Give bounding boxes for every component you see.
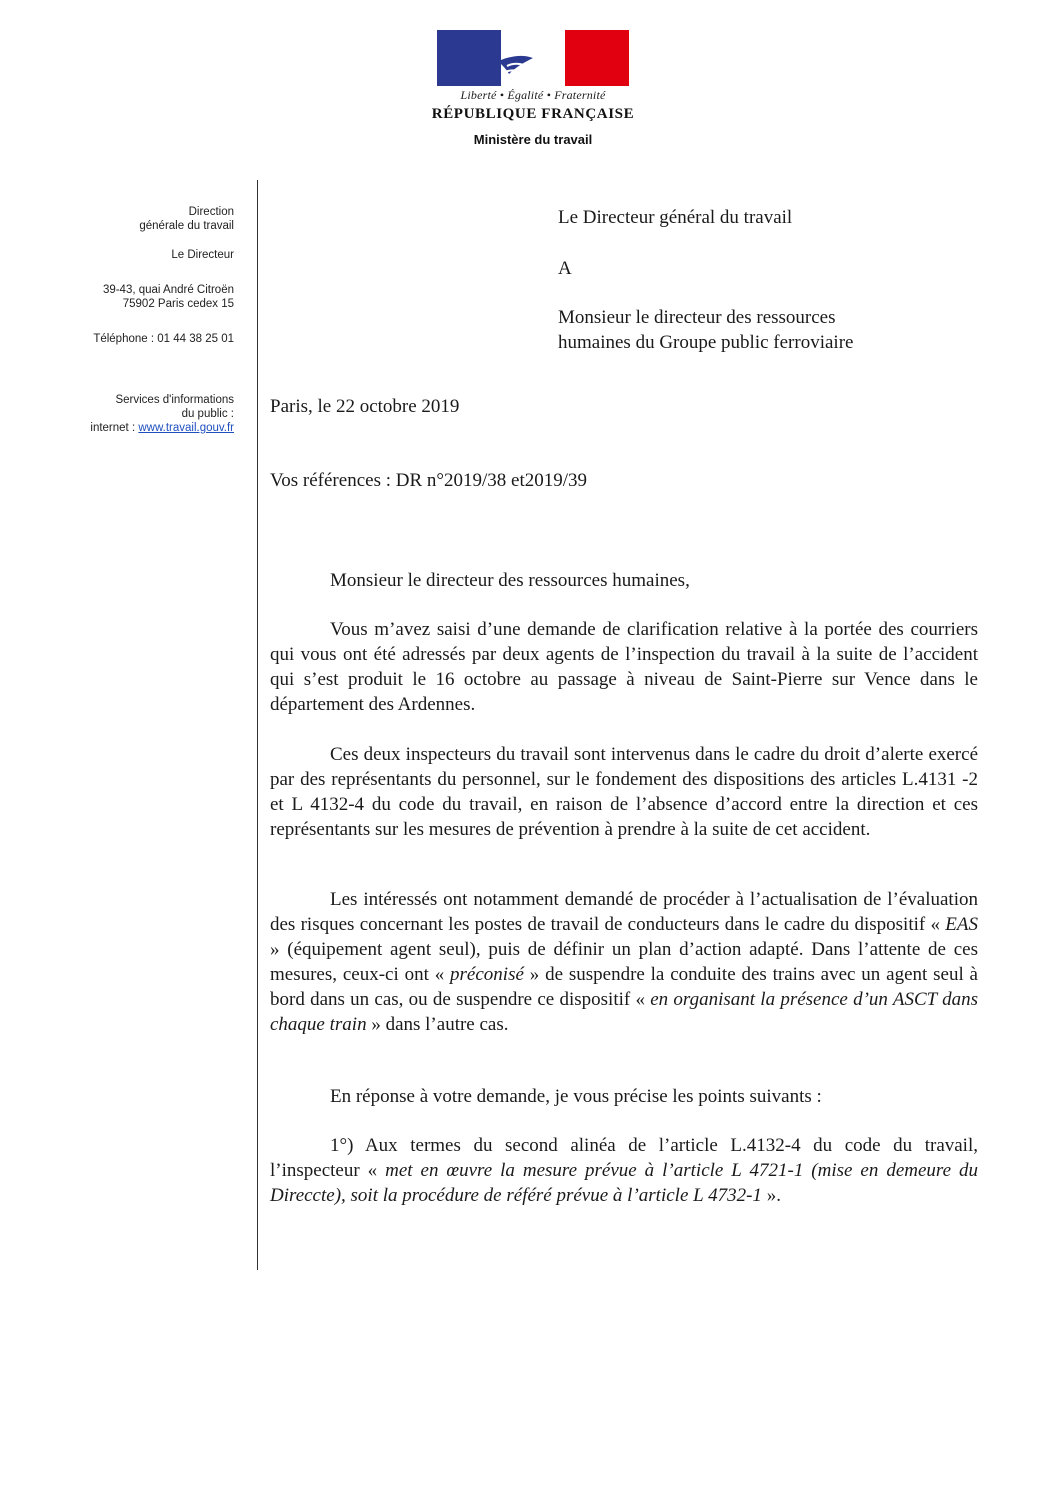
sidebar-address-line2: 75902 Paris cedex 15 — [122, 298, 234, 310]
sidebar-services-line1: Services d'informations — [115, 394, 234, 406]
letter-references: Vos références : DR n°2019/38 et2019/39 — [270, 470, 587, 491]
paragraph-3-part-b: » (équipement agent seul), puis de définir un plan d’action adapté. Dans l’attente de ces mesures, ceux-ci ont « — [270, 939, 978, 985]
asct-quote: en organisant la présence d’un ASCT dans chaque train — [270, 989, 978, 1035]
republic-motto: Liberté • Égalité • Fraternité — [460, 88, 606, 102]
sidebar-direction — [139, 205, 234, 233]
paragraph-3-part-a: Les intéressés ont notamment demandé de procéder à l’actualisation de l’évaluation des risques concernant les postes de travail de conducteurs dans le cadre du dispositif « — [270, 889, 978, 935]
flag-red-band — [565, 30, 629, 86]
paragraph-5 — [270, 1133, 978, 1208]
marianne-logo — [437, 30, 629, 86]
sidebar-internet — [90, 421, 234, 435]
vertical-divider — [257, 180, 258, 1270]
recipient-name — [558, 305, 978, 355]
sidebar-direction-line2: générale du travail — [139, 220, 234, 232]
sidebar-services-line2: du public : — [181, 408, 234, 420]
sidebar-address — [103, 283, 234, 311]
eas-term: EAS — [945, 914, 978, 935]
sidebar-services — [90, 393, 234, 435]
paragraph-3-part-d: » dans l’autre cas. — [366, 1014, 509, 1035]
internet-label: internet : — [90, 422, 139, 434]
salutation: Monsieur le directeur des ressources humaines, — [330, 570, 690, 591]
paragraph-4: En réponse à votre demande, je vous précise les points suivants : — [330, 1086, 822, 1107]
recipient-line2: humaines du Groupe public ferroviaire — [558, 332, 854, 353]
preconise-term: préconisé — [450, 964, 524, 985]
paragraph-5-part-a: 1°) Aux termes du second alinéa de l’article L.4132-4 du code du travail, l’inspecteur « — [270, 1135, 978, 1181]
sidebar-role: Le Directeur — [171, 249, 234, 261]
paragraph-3-part-c: » de suspendre la conduite des trains avec un agent seul à bord dans un cas, ou de suspendre ce dispositif « — [270, 964, 978, 1010]
paragraph-2: Ces deux inspecteurs du travail sont intervenus dans le cadre du droit d’alerte exercé par des représentants du personnel, sur le fondement des dispositions des articles L.4131 -2 et L 4132-4 du code du travail, en raison de l’absence d’accord entre la direction et ces représentants sur les mesures de prévention à prendre à la suite de cet accident. — [270, 744, 978, 840]
letter-date: Paris, le 22 octobre 2019 — [270, 396, 460, 417]
paragraph-3 — [270, 887, 978, 1037]
article-quote: met en œuvre la mesure prévue à l’article L 4721-1 (mise en demeure du Direccte), soit la procédure de référé prévue à l’article L 4732-1 — [270, 1160, 978, 1206]
paragraph-1: Vous m’avez saisi d’une demande de clarification relative à la portée des courriers qui vous ont été adressés par deux agents de l’inspection du travail à la suite de l’accident qui s’est produit le 16 octobre au passage à niveau de Saint-Pierre sur Vence dans le département des Ardennes. — [270, 619, 978, 715]
to-prefix: A — [558, 258, 572, 279]
sidebar-address-line1: 39-43, quai André Citroën — [102, 284, 234, 296]
internet-link[interactable]: www.travail.gouv.fr — [138, 422, 234, 434]
sidebar-direction-line1: Direction — [188, 206, 234, 218]
sender: Le Directeur général du travail — [558, 207, 793, 228]
republic-name: RÉPUBLIQUE FRANÇAISE — [431, 106, 635, 122]
paragraph-5-part-b: ». — [761, 1185, 781, 1206]
flag-blue-band — [437, 30, 501, 86]
ministry-name: Ministère du travail — [473, 132, 593, 147]
sidebar-telephone: Téléphone : 01 44 38 25 01 — [93, 333, 234, 345]
recipient-line1: Monsieur le directeur des ressources — [558, 307, 836, 328]
